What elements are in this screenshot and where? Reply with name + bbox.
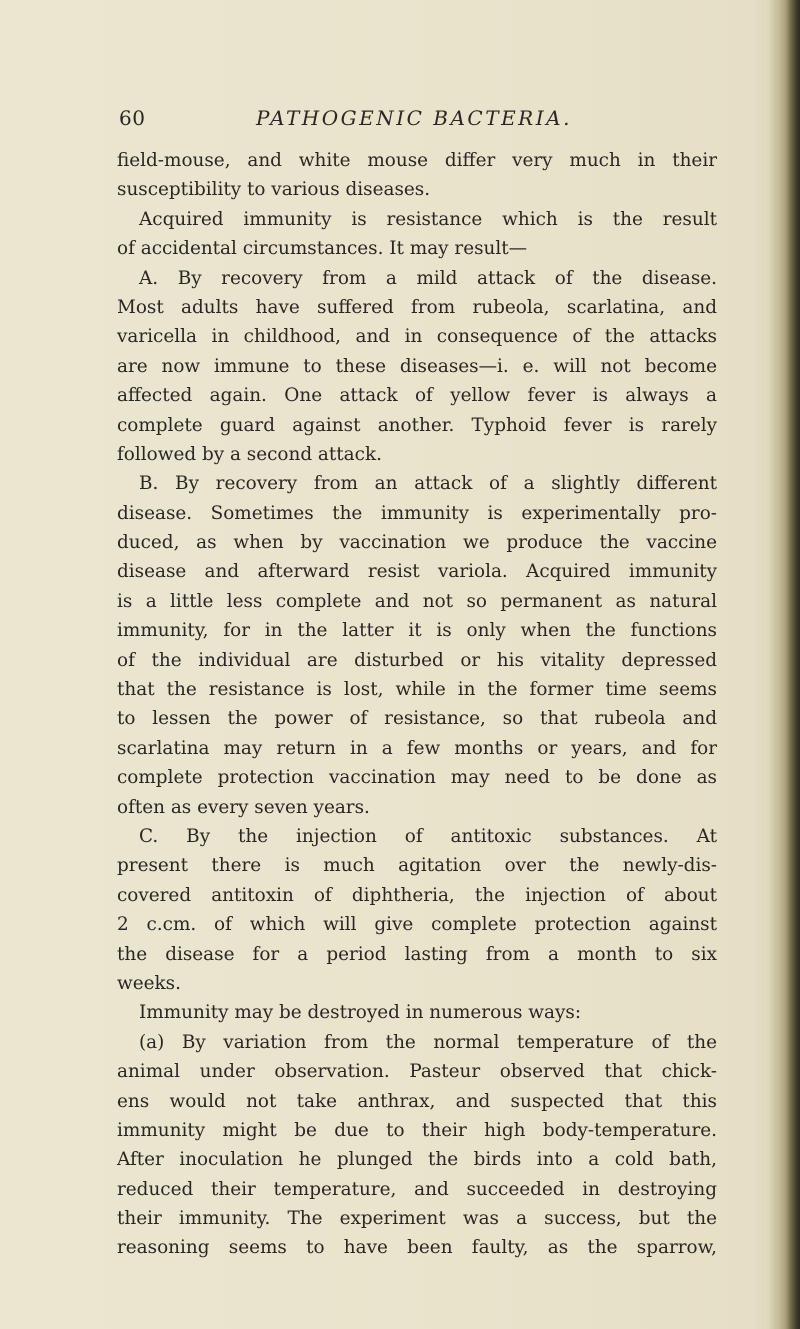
text-line: reasoning seems to have been faulty, as the sparrow, [117, 1237, 717, 1259]
text-line: of accidental circumstances. It may result— [117, 238, 528, 260]
text-line: duced, as when by vaccination we produce the vaccine [117, 532, 717, 554]
text-line: C. By the injection of antitoxic substances. At [139, 825, 717, 847]
text-line: animal under observation. Pasteur observed that chick- [117, 1061, 717, 1083]
running-title: PATHOGENIC BACTERIA. [256, 106, 572, 130]
text-line: (a) By variation from the normal temperature of the [139, 1031, 717, 1053]
text-line: are now immune to these diseases—i. e. will not become [117, 355, 717, 377]
text-line: Immunity may be destroyed in numerous ways: [139, 1002, 582, 1024]
text-line: scarlatina may return in a few months or years, and for [117, 737, 717, 759]
text-line: to lessen the power of resistance, so that rubeola and [117, 708, 717, 730]
text-line: followed by a second attack. [117, 443, 382, 465]
text-line: complete guard against another. Typhoid fever is rarely [117, 414, 717, 436]
text-line: affected again. One attack of yellow fever is always a [117, 385, 717, 407]
text-line: 2 c.cm. of which will give complete protection against [117, 914, 717, 936]
text-line: immunity might be due to their high body-temperature. [117, 1119, 717, 1141]
text-line: of the individual are disturbed or his vitality depressed [117, 649, 717, 671]
page-edge [778, 0, 800, 1329]
page-gutter-shadow [768, 0, 778, 1329]
text-line: present there is much agitation over the newly-dis- [117, 855, 717, 877]
text-line: immunity, for in the latter it is only when the functions [117, 620, 717, 642]
text-line: disease. Sometimes the immunity is experimentally pro- [117, 502, 717, 524]
text-line: complete protection vaccination may need to be done as [117, 767, 717, 789]
text-line: After inoculation he plunged the birds into a cold bath, [117, 1149, 717, 1171]
page-header [0, 106, 800, 140]
text-line: weeks. [117, 972, 181, 994]
text-line: susceptibility to various diseases. [117, 179, 431, 201]
text-line: is a little less complete and not so permanent as natural [117, 590, 717, 612]
text-line: varicella in childhood, and in consequence of the attacks [117, 326, 717, 348]
text-line: field-mouse, and white mouse differ very much in their [117, 150, 717, 171]
text-line: Acquired immunity is resistance which is the result [139, 208, 717, 230]
text-line: often as every seven years. [117, 796, 370, 818]
text-line: that the resistance is lost, while in the former time seems [117, 679, 717, 701]
text-line: B. By recovery from an attack of a slightly different [139, 473, 717, 495]
text-line: disease and afterward resist variola. Acquired immunity [117, 561, 717, 583]
text-line: their immunity. The experiment was a success, but the [117, 1208, 717, 1230]
text-line: A. By recovery from a mild attack of the disease. [139, 267, 717, 289]
text-line: covered antitoxin of diphtheria, the injection of about [117, 884, 717, 906]
text-line: the disease for a period lasting from a month to six [117, 943, 717, 965]
page-number: 60 [119, 106, 146, 130]
text-line: reduced their temperature, and succeeded in destroying [117, 1178, 717, 1200]
text-line: Most adults have suffered from rubeola, scarlatina, and [117, 296, 717, 318]
body-text [117, 146, 717, 1263]
text-line: ens would not take anthrax, and suspected that this [117, 1090, 717, 1112]
